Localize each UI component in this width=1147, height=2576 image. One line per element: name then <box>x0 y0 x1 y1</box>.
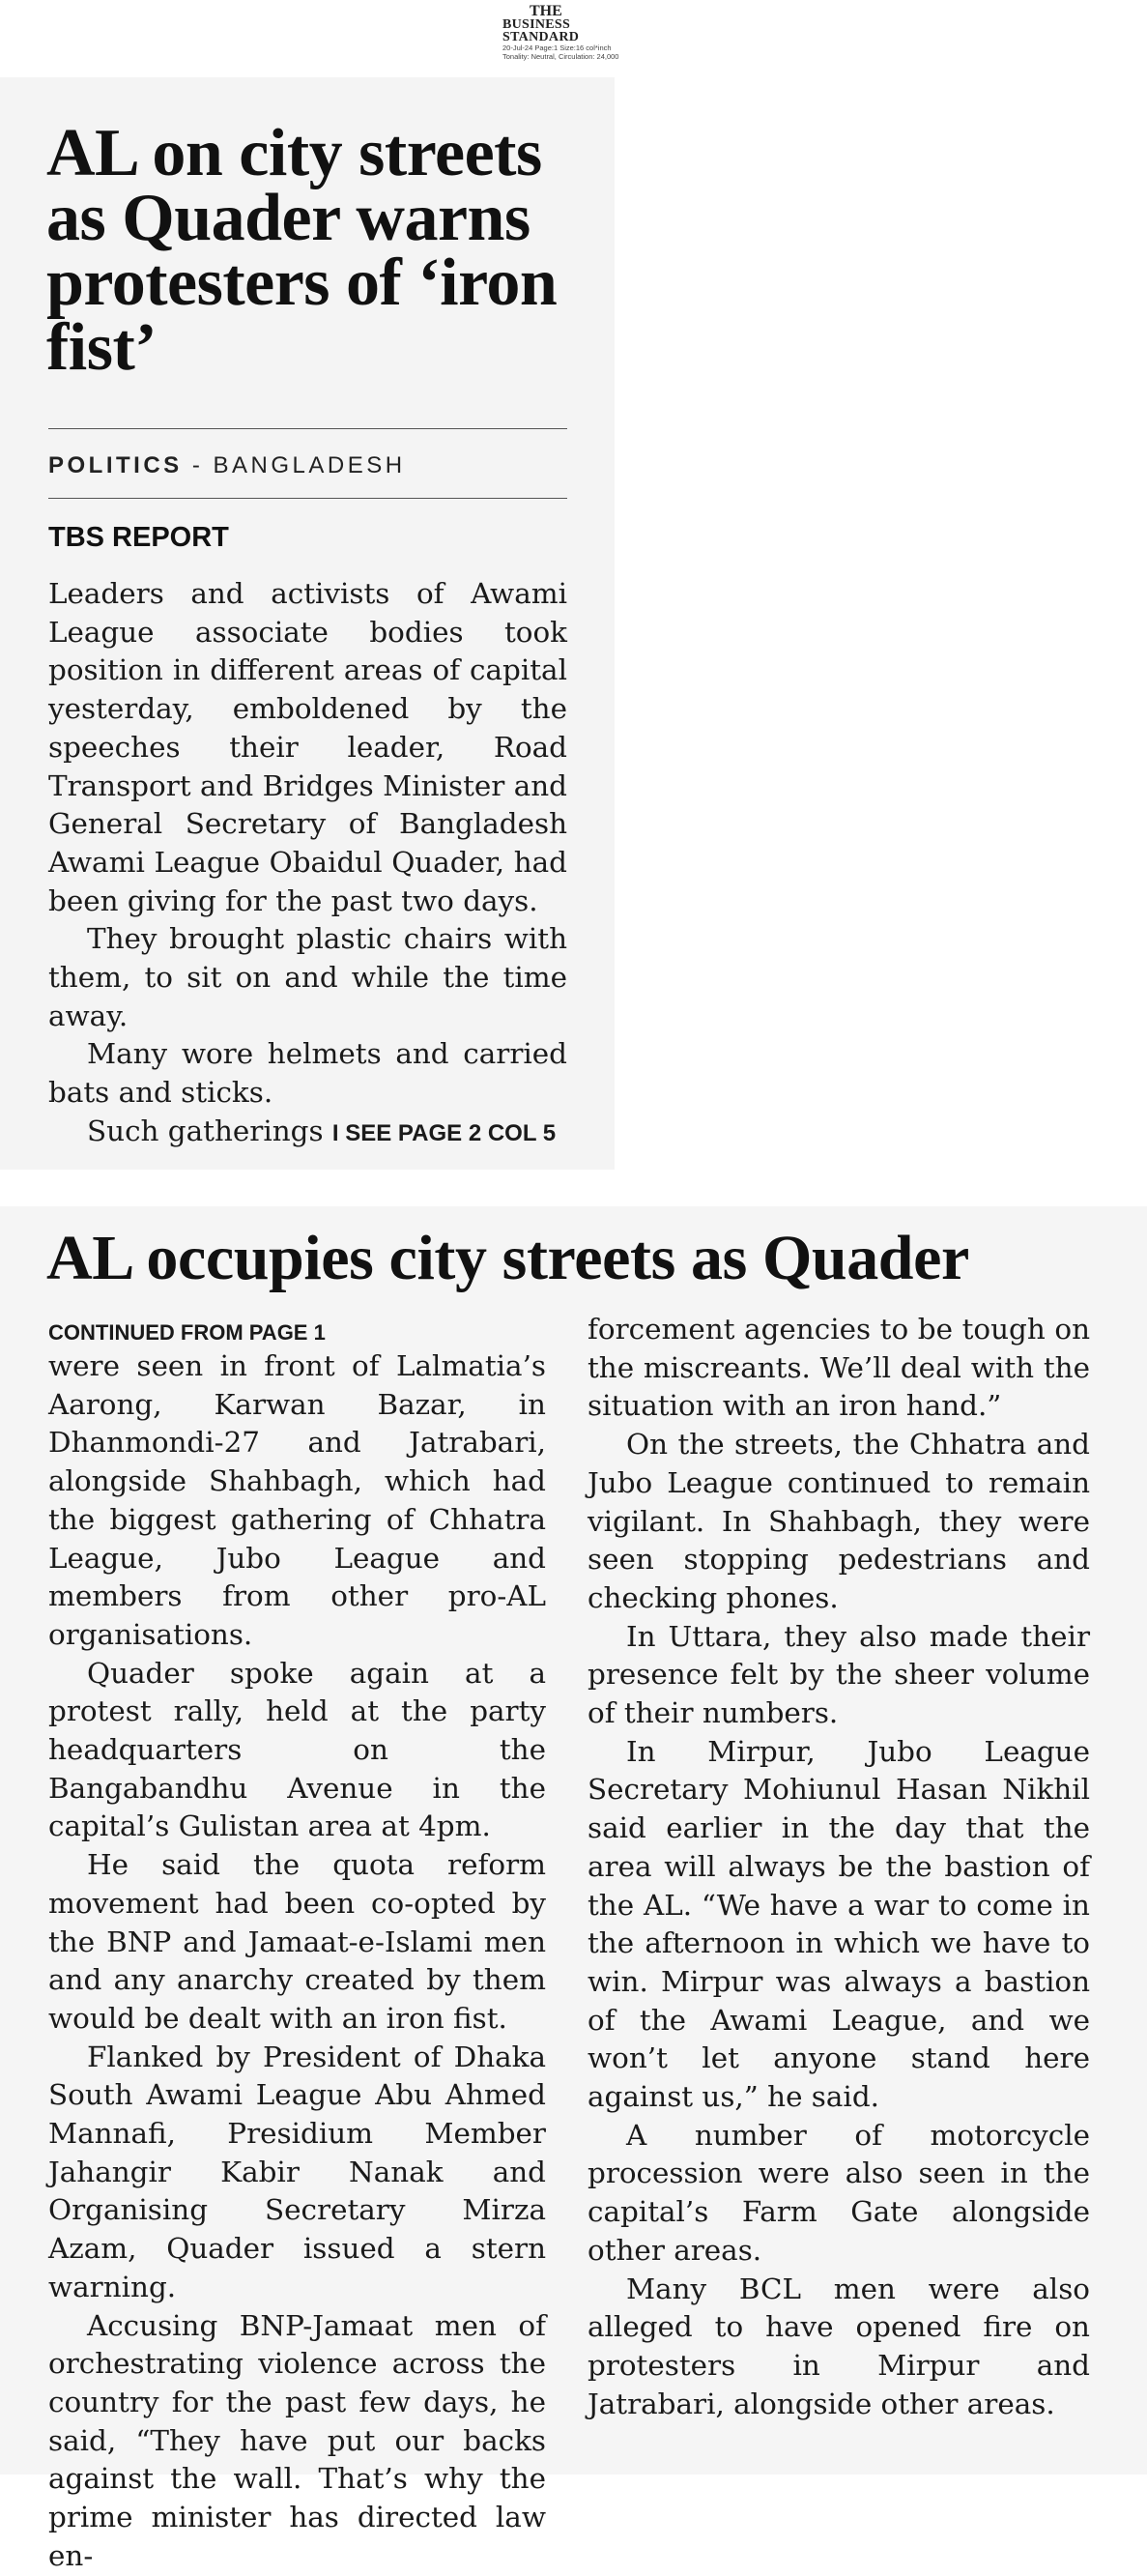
article1-last-line <box>48 1113 567 1153</box>
article2-paragraph: Quader spoke again at a protest rally, held at the party headquarters on the Bangabandhu Avenue in the capital’s Gulistan area at 4pm. <box>48 1656 546 1843</box>
article2-paragraph: In Mirpur, Jubo League Secretary Mohiunul Hasan Nikhil said earlier in the day that the area will always be the bastion of the AL. “We have a war to come in the afternoon in which we have to win. Mirpur was always a bastion of the Awami League, and we won’t let anyone stand here against us,” he said. <box>588 1734 1090 2114</box>
article2-paragraph: Flanked by President of Dhaka South Awami League Abu Ahmed Mannafi, Presidium Member Jahangir Kabir Nanak and Organising Secretary Mirza Azam, Quader issued a stern warning. <box>48 2040 546 2303</box>
subsection-name: BANGLADESH <box>213 452 406 478</box>
article2-paragraph: Accusing BNP-Jamaat men of orchestrating violence across the country for the past few days, he said, “They have put our backs against the wall. That’s why the prime minister has directed law en- <box>48 2308 546 2572</box>
article2-paragraph: He said the quota reform movement had been co-opted by the BNP and Jamaat-e-Islami men and any anarchy created by them would be dealt with an iron fist. <box>48 1848 546 2035</box>
article2-paragraph: Many BCL men were also alleged to have opened fire on protesters in Mirpur and Jatrabari, alongside other areas. <box>588 2272 1090 2420</box>
masthead-name-line3: STANDARD <box>502 30 580 44</box>
article1-paragraph: Leaders and activists of Awami League associate bodies took position in different areas of capital yesterday, emboldened by the speeches their leader, Road Transport and Bridges Minister and General Secretary of Bangladesh Awami League Obaidul Quader, had been giving for the past two days. <box>48 577 567 917</box>
masthead-name-line1: THE <box>530 3 562 19</box>
article2-column-2 <box>588 1311 1090 2423</box>
byline: TBS REPORT <box>48 522 229 553</box>
article2-column-1 <box>48 1318 546 2576</box>
article2-headline: AL occupies city streets as Quader <box>46 1223 969 1293</box>
section-label <box>48 452 406 479</box>
article1-paragraph: They brought plastic chairs with them, to sit on and while the time away. <box>48 922 567 1032</box>
section-rule-bottom <box>48 498 567 499</box>
article1-headline: AL on city streets as Quader warns protesters of ‘iron fist’ <box>46 116 558 385</box>
section-separator: - <box>191 452 204 478</box>
clipping-meta-line1: 20-Jul-24 Page:1 Size:16 col*inch <box>502 43 612 52</box>
article2-paragraph: A number of motorcycle procession were also seen in the capital’s Farm Gate alongside other areas. <box>588 2118 1090 2267</box>
masthead-name-line2: BUSINESS <box>502 17 571 32</box>
continued-label: CONTINUED FROM PAGE 1 <box>48 1320 326 1345</box>
article2-paragraph: In Uttara, they also made their presence felt by the sheer volume of their numbers. <box>588 1619 1090 1730</box>
article1-paragraph: Such gatherings <box>87 1114 324 1147</box>
article1-paragraph: Many wore helmets and carried bats and sticks. <box>48 1037 567 1110</box>
clipping-meta-line2: Tonality: Neutral, Circulation: 24,000 <box>502 52 619 61</box>
jump-reference: I SEE PAGE 2 COL 5 <box>331 1119 557 1146</box>
article2-paragraph: forcement agencies to be tough on the miscreants. We’ll deal with the situation with an iron hand.” <box>588 1313 1090 1423</box>
masthead <box>502 4 676 61</box>
section-rule-top <box>48 428 567 429</box>
section-name: POLITICS <box>48 452 183 478</box>
article2-paragraph: were seen in front of Lalmatia’s Aarong, Karwan Bazar, in Dhanmondi-27 and Jatrabari, alongside Shahbagh, which had the biggest gathering of Chhatra League, Jubo League and members from other pro-AL organisations. <box>48 1349 546 1651</box>
article1-body <box>48 575 567 1153</box>
article2-paragraph: On the streets, the Chhatra and Jubo League continued to remain vigilant. In Shahbagh, they were seen stopping pedestrians and checking phones. <box>588 1428 1090 1614</box>
